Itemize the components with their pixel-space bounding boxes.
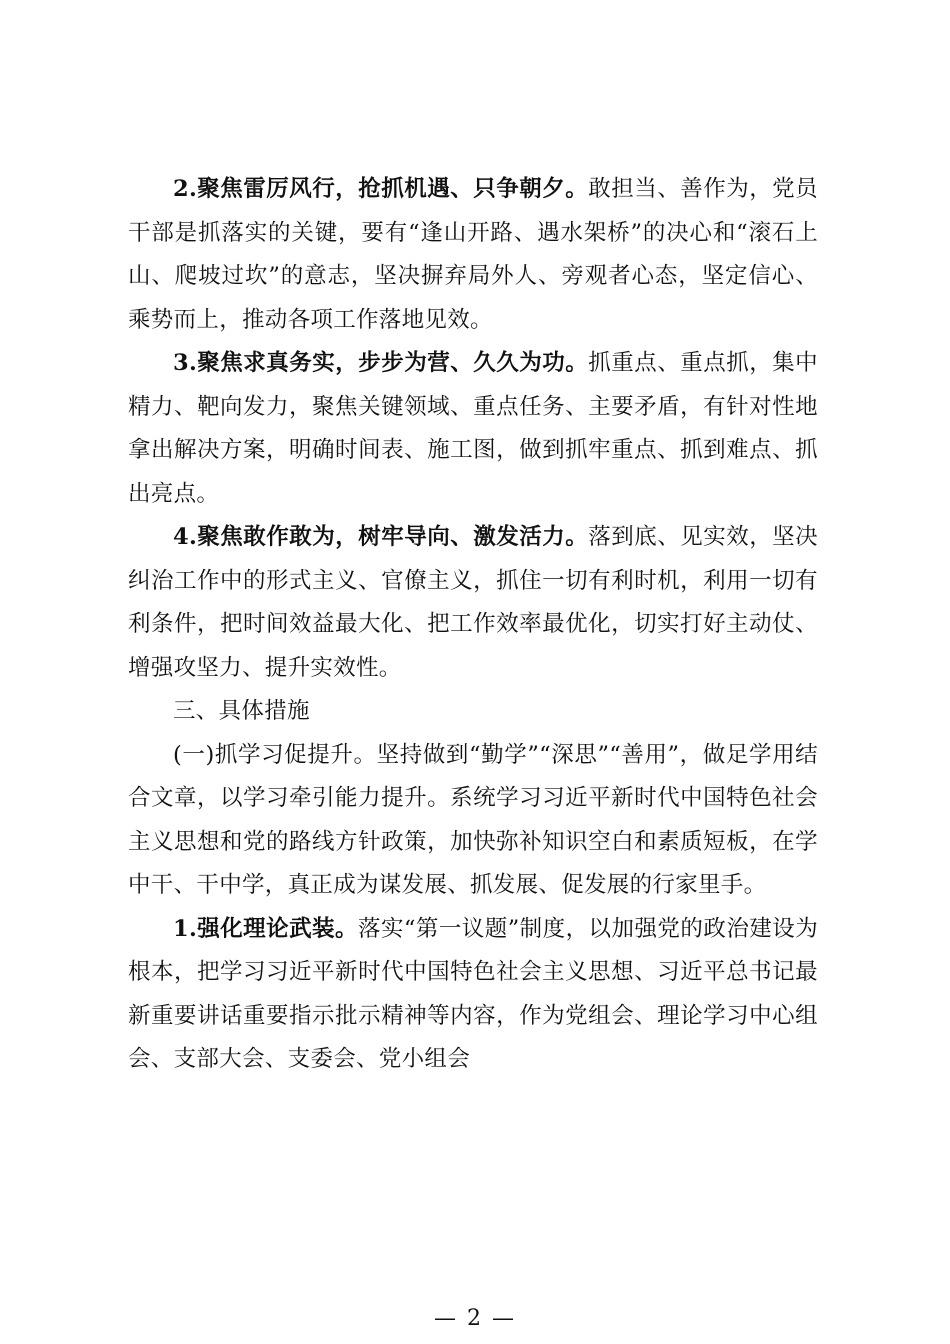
section-heading: 三、具体措施: [173, 698, 310, 724]
paragraph-2-text: 敢担当、善作为，党员干部是抓落实的关键，要有“逢山开路、遇水架桥”的决心和“滚石上山、爬坡过坎”的意志，坚决摒弃局外人、旁观者心态，坚定信心、乘势而上，推动各项工作落地见效。: [128, 176, 818, 333]
paragraph-4: [128, 516, 818, 690]
item-1-lead: 1.强化理论武装。: [173, 915, 358, 942]
page-number: — 2 —: [434, 1306, 516, 1331]
paragraph-4-text: 落到底、见实效，坚决纠治工作中的形式主义、官僚主义，抓住一切有利时机，利用一切有利条件，把时间效益最大化、把工作效率最优化，切实打好主动仗、增强攻坚力、提升实效性。: [128, 524, 818, 681]
paragraph-2: [128, 168, 818, 342]
subsection-paragraph: (一)抓学习促提升。坚持做到“勤学”“深思”“善用”，做足学用结合文章，以学习牵引能力提升。系统学习习近平新时代中国特色社会主义思想和党的路线方针政策，加快弥补知识空白和素质短板，在学中干、干中学，真正成为谋发展、抓发展、促发展的行家里手。: [128, 741, 818, 898]
item-1-paragraph: [128, 908, 818, 1082]
paragraph-4-lead: 4.聚焦敢作敢为，树牢导向、激发活力。: [173, 524, 589, 550]
document-body: [128, 168, 818, 1082]
paragraph-3-text: 抓重点、重点抓，集中精力、靶向发力，聚焦关键领域、重点任务、主要矛盾，有针对性地拿出解决方案，明确时间表、施工图，做到抓牢重点、抓到难点、抓出亮点。: [128, 350, 818, 507]
paragraph-2-lead: 2.聚焦雷厉风行，抢抓机遇、只争朝夕。: [173, 176, 589, 202]
paragraph-3: [128, 342, 818, 516]
item-1-text: 落实“第一议题”制度，以加强党的政治建设为根本，把学习习近平新时代中国特色社会主义思想、习近平总书记最新重要讲话重要指示批示精神等内容，作为党组会、理论学习中心组会、支部大会、支委会、党小组会: [128, 915, 818, 1072]
paragraph-3-lead: 3.聚焦求真务实，步步为营、久久为功。: [173, 350, 589, 376]
